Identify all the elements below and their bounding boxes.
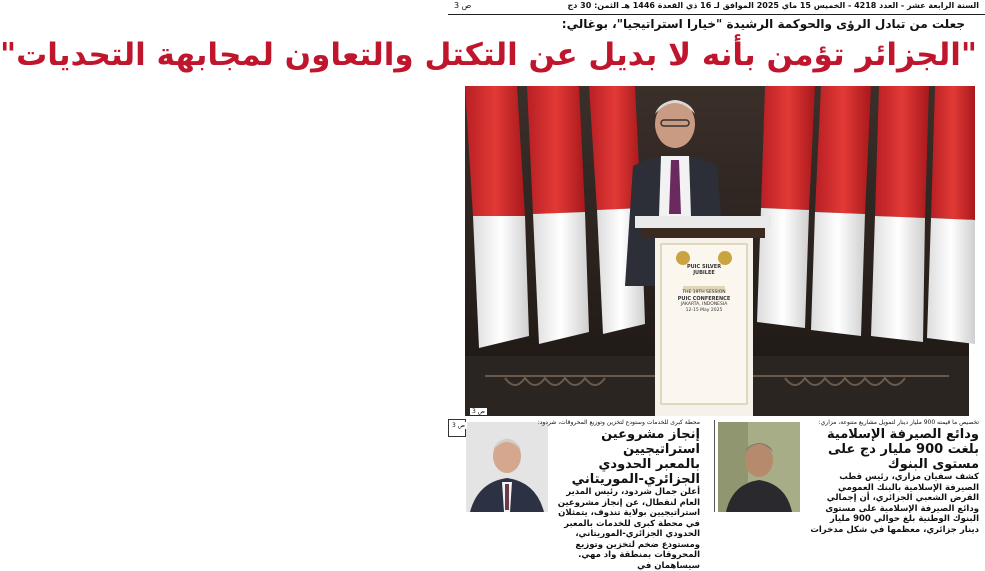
podium-line: JUBILEE bbox=[693, 270, 715, 276]
podium-line: PUIC CONFERENCE bbox=[677, 296, 731, 302]
photo-credit: ص 3 bbox=[472, 408, 485, 415]
article-headline: بالمعبر الحدودي الجزائري-الموريتاني bbox=[571, 457, 700, 487]
article-headline: ودائع الصيرفة الإسلامية bbox=[827, 427, 979, 442]
article-photo bbox=[466, 422, 548, 512]
article-body: كشف سفيان مزاري، رئيس قطب الصيرفة الإسلامية بالبنك العمومي القرض الشعبي الجزائري، أن إجمالي ودائع الصيرفة الإسلامية على مستوى البنوك الوطنية بلغ حوالي 900 مليار دينار جزائري، معظمها في شكل مدخرات bbox=[810, 472, 979, 535]
podium-line: JAKARTA, INDONESIA bbox=[680, 302, 728, 307]
article-text bbox=[537, 418, 700, 571]
article-headline: بلغت 900 مليار دج على مستوى البنوك bbox=[828, 442, 979, 472]
masthead-strip bbox=[448, 0, 985, 15]
article-islamic-banking bbox=[718, 418, 985, 535]
speaker-at-podium-illustration bbox=[465, 86, 969, 416]
person-portrait-icon bbox=[466, 422, 548, 512]
podium-text bbox=[660, 264, 748, 314]
article-supra: تخصيص ما قيمته 900 مليار دينار لتمويل مشاريع متنوعة، مزاري: bbox=[818, 419, 979, 426]
lead-headline: "الجزائر تؤمن بأنه لا بديل عن التكتل والتعاون لمجابهة التحديات" bbox=[0, 37, 977, 73]
article-credit: ص 3 bbox=[452, 422, 465, 429]
person-portrait-icon bbox=[718, 422, 800, 512]
podium-line: 12-15 May 2025 bbox=[685, 308, 723, 313]
article-supra: محطة كبرى للخدمات وستودع لتخزين وتوزيع المحروقات، شردود: bbox=[537, 419, 700, 426]
page-reference: ص 3 bbox=[454, 1, 472, 10]
article-headline: إنجاز مشروعين استراتيجيين bbox=[601, 427, 700, 457]
article-photo bbox=[718, 422, 800, 512]
article-border-projects bbox=[448, 418, 712, 571]
column-divider bbox=[714, 420, 715, 512]
lead-kicker: جعلت من تبادل الرؤى والحوكمة الرشيدة "خيارا استراتيجيا"، بوغالي: bbox=[561, 17, 965, 31]
article-text bbox=[809, 418, 979, 535]
podium-line: THE 19TH SESSION bbox=[682, 290, 726, 295]
article-body: أعلن جمال شردود، رئيس المدير العام لنفطال، عن إنجاز مشروعين استراتيجيين بولاية تندوف، يتمثلان في محطة كبرى للخدمات بالمعبر الحدودي الجزائري-الموريتاني، ومستودع ضخم لتخزين وتوزيع المحروقات بمنطقة واد مهي. سيساهمان في bbox=[557, 487, 700, 571]
podium bbox=[635, 216, 771, 416]
podium-line: PUIC SILVER bbox=[686, 264, 722, 270]
lead-photo bbox=[465, 86, 969, 416]
issue-line: السنة الرابعة عشر - العدد 4218 - الخميس 15 ماي 2025 الموافق لـ 16 ذي القعدة 1446 هـ الثمن: 30 دج bbox=[567, 1, 979, 10]
